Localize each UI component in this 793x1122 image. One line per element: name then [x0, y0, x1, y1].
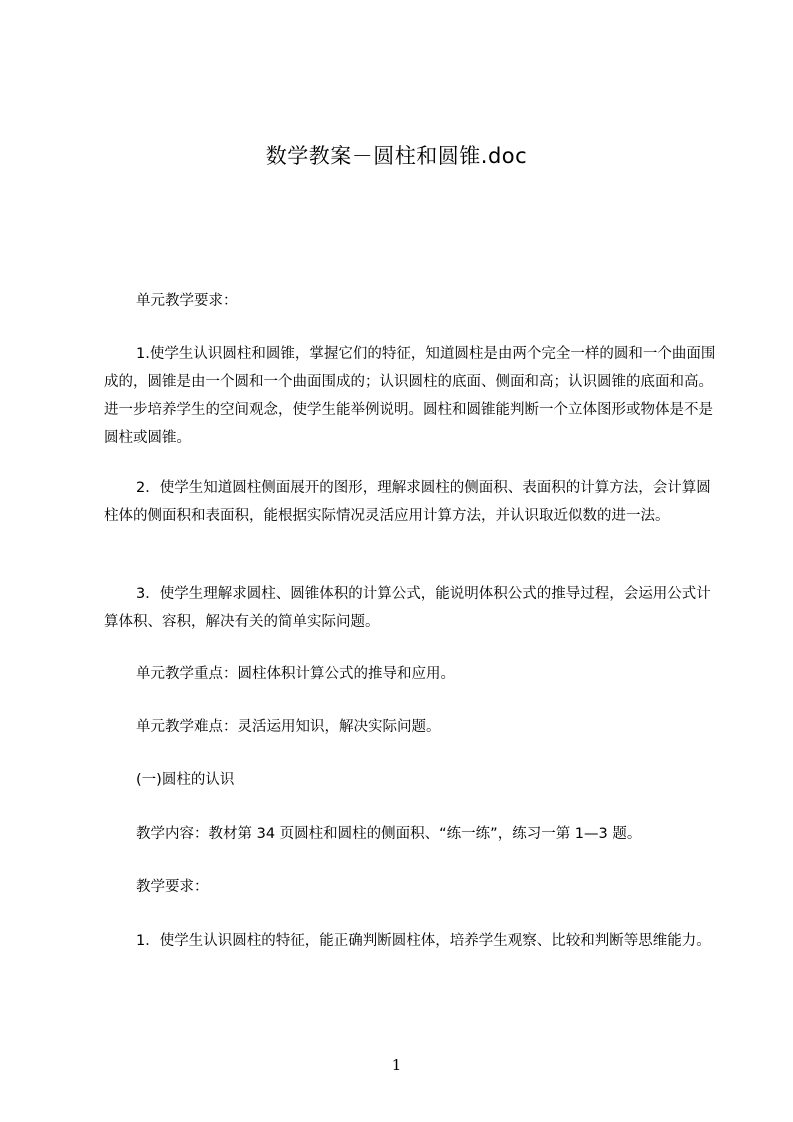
- requirement-paragraph-2: 2．使学生知道圆柱侧面展开的图形，理解求圆柱的侧面积、表面积的计算方法，会计算圆柱体的侧面积和表面积，能根据实际情况灵活应用计算方法，并认识取近似数的进一法。: [104, 480, 711, 524]
- teaching-requirements-heading: 教学要求：: [136, 879, 209, 895]
- page-number: 1: [391, 1056, 402, 1074]
- unit-difficulty: 单元教学难点：灵活运用知识，解决实际问题。: [136, 719, 441, 735]
- teaching-requirement-1: 1．使学生认识圆柱的特征，能正确判断圆柱体，培养学生观察、比较和判断等思维能力。: [136, 933, 711, 949]
- unit-key-point: 单元教学重点：圆柱体积计算公式的推导和应用。: [136, 666, 455, 682]
- requirement-paragraph-1: 1.使学生认识圆柱和圆锥，掌握它们的特征，知道圆柱是由两个完全一样的圆和一个曲面围成的，圆锥是由一个圆和一个曲面围成的；认识圆柱的底面、侧面和高；认识圆锥的底面和高。进一步培养学生的空间观念，使学生能举例说明。圆柱和圆锥能判断一个立体图形或物体是不是圆柱或圆锥。: [104, 346, 716, 446]
- requirement-paragraph-3: 3．使学生理解求圆柱、圆锥体积的计算公式，能说明体积公式的推导过程，会运用公式计算体积、容积，解决有关的简单实际问题。: [104, 586, 711, 630]
- section-heading-unit-requirements: 单元教学要求：: [136, 293, 238, 309]
- teaching-content: 教学内容：教材第 34 页圆柱和圆柱的侧面积、“练一练”，练习一第 1—3 题。: [136, 826, 642, 842]
- document-title: 数学教案－圆柱和圆锥.doc: [265, 144, 528, 168]
- subsection-heading: (一)圆柱的认识: [136, 772, 235, 788]
